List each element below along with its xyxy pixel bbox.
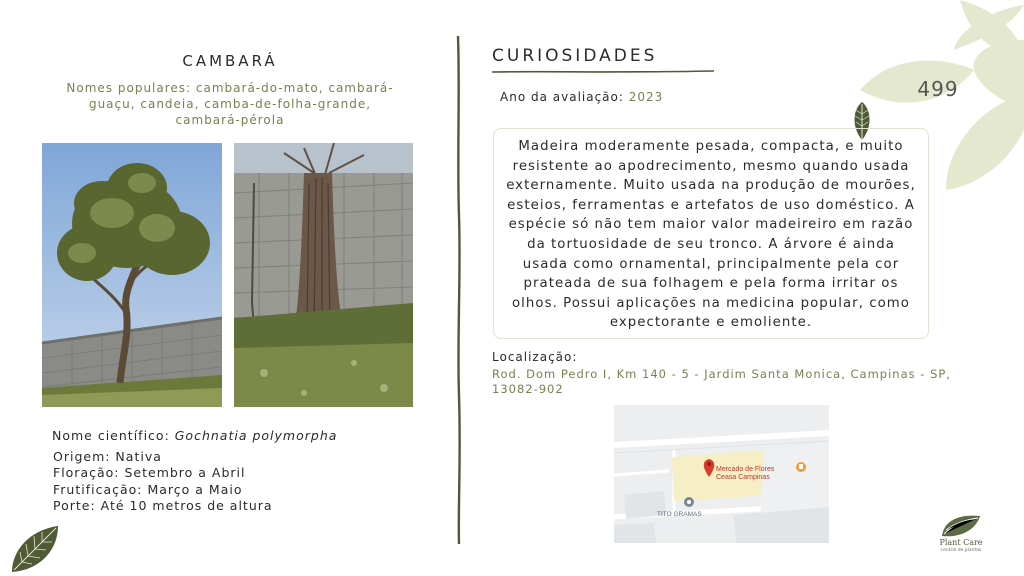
species-title: CAMBARÁ [182,52,278,70]
scientific-name-label: Nome científico: [52,428,175,443]
popular-names: Nomes populares: cambará-do-mato, cambará-guaçu, candeia, camba-de-folha-grande, cambará-pérola [66,81,394,127]
scientific-name [52,428,337,443]
description-box: Madeira moderamente pesada, compacta, e muito resistente ao apodrecimento, mesmo quando usada externamente. Muito usada na produção de mourões, esteios, ferramentas e artefatos de uso doméstico. A espécie só não tem maior valor madeireiro em razão da tortuosidade de seu tronco. A árvore é ainda usada como ornamental, principalmente pela cor prateada de sua folhagem e pela forma irritar os olhos. Possui aplicações na medicina popular, como expectorante e emoliente. [493,128,929,339]
fruiting-text: Frutificação: Março a Maio [53,482,243,497]
location-address[interactable]: Rod. Dom Pedro I, Km 140 - 5 - Jardim Santa Monica, Campinas - SP, 13082-902 [492,367,951,396]
flowering-text: Floração: Setembro a Abril [53,465,246,480]
size-text: Porte: Até 10 metros de altura [53,498,273,513]
location-map[interactable] [614,405,829,543]
evaluation-year [500,90,663,104]
map-place-line-2: Ceasa Campinas [716,474,770,481]
leaf-icon-bottom-left [8,522,62,576]
evaluation-year-label: Ano da avaliação: [500,90,629,104]
brand-name: Plant Care [939,538,983,547]
brand-leaf-icon [930,510,992,538]
evaluation-year-value: 2023 [628,90,664,104]
map-street-label: TITO GRAMAS [657,511,702,518]
tree-photo [42,143,222,407]
origin-text: Origem: Nativa [53,449,162,464]
brand-tagline: central de plantas [940,548,982,553]
page-number: 499 [917,77,959,101]
scientific-name-value: Gochnatia polymorpha [174,428,338,443]
trunk-photo [234,143,413,407]
title-underline [492,68,714,76]
location-label: Localização: [492,350,578,364]
brand-logo [930,510,992,570]
map-place-label [716,466,774,482]
section-title: CURIOSIDADES [492,46,658,66]
vertical-divider [452,36,466,544]
map-place-line-1: Mercado de Flores [716,466,775,473]
